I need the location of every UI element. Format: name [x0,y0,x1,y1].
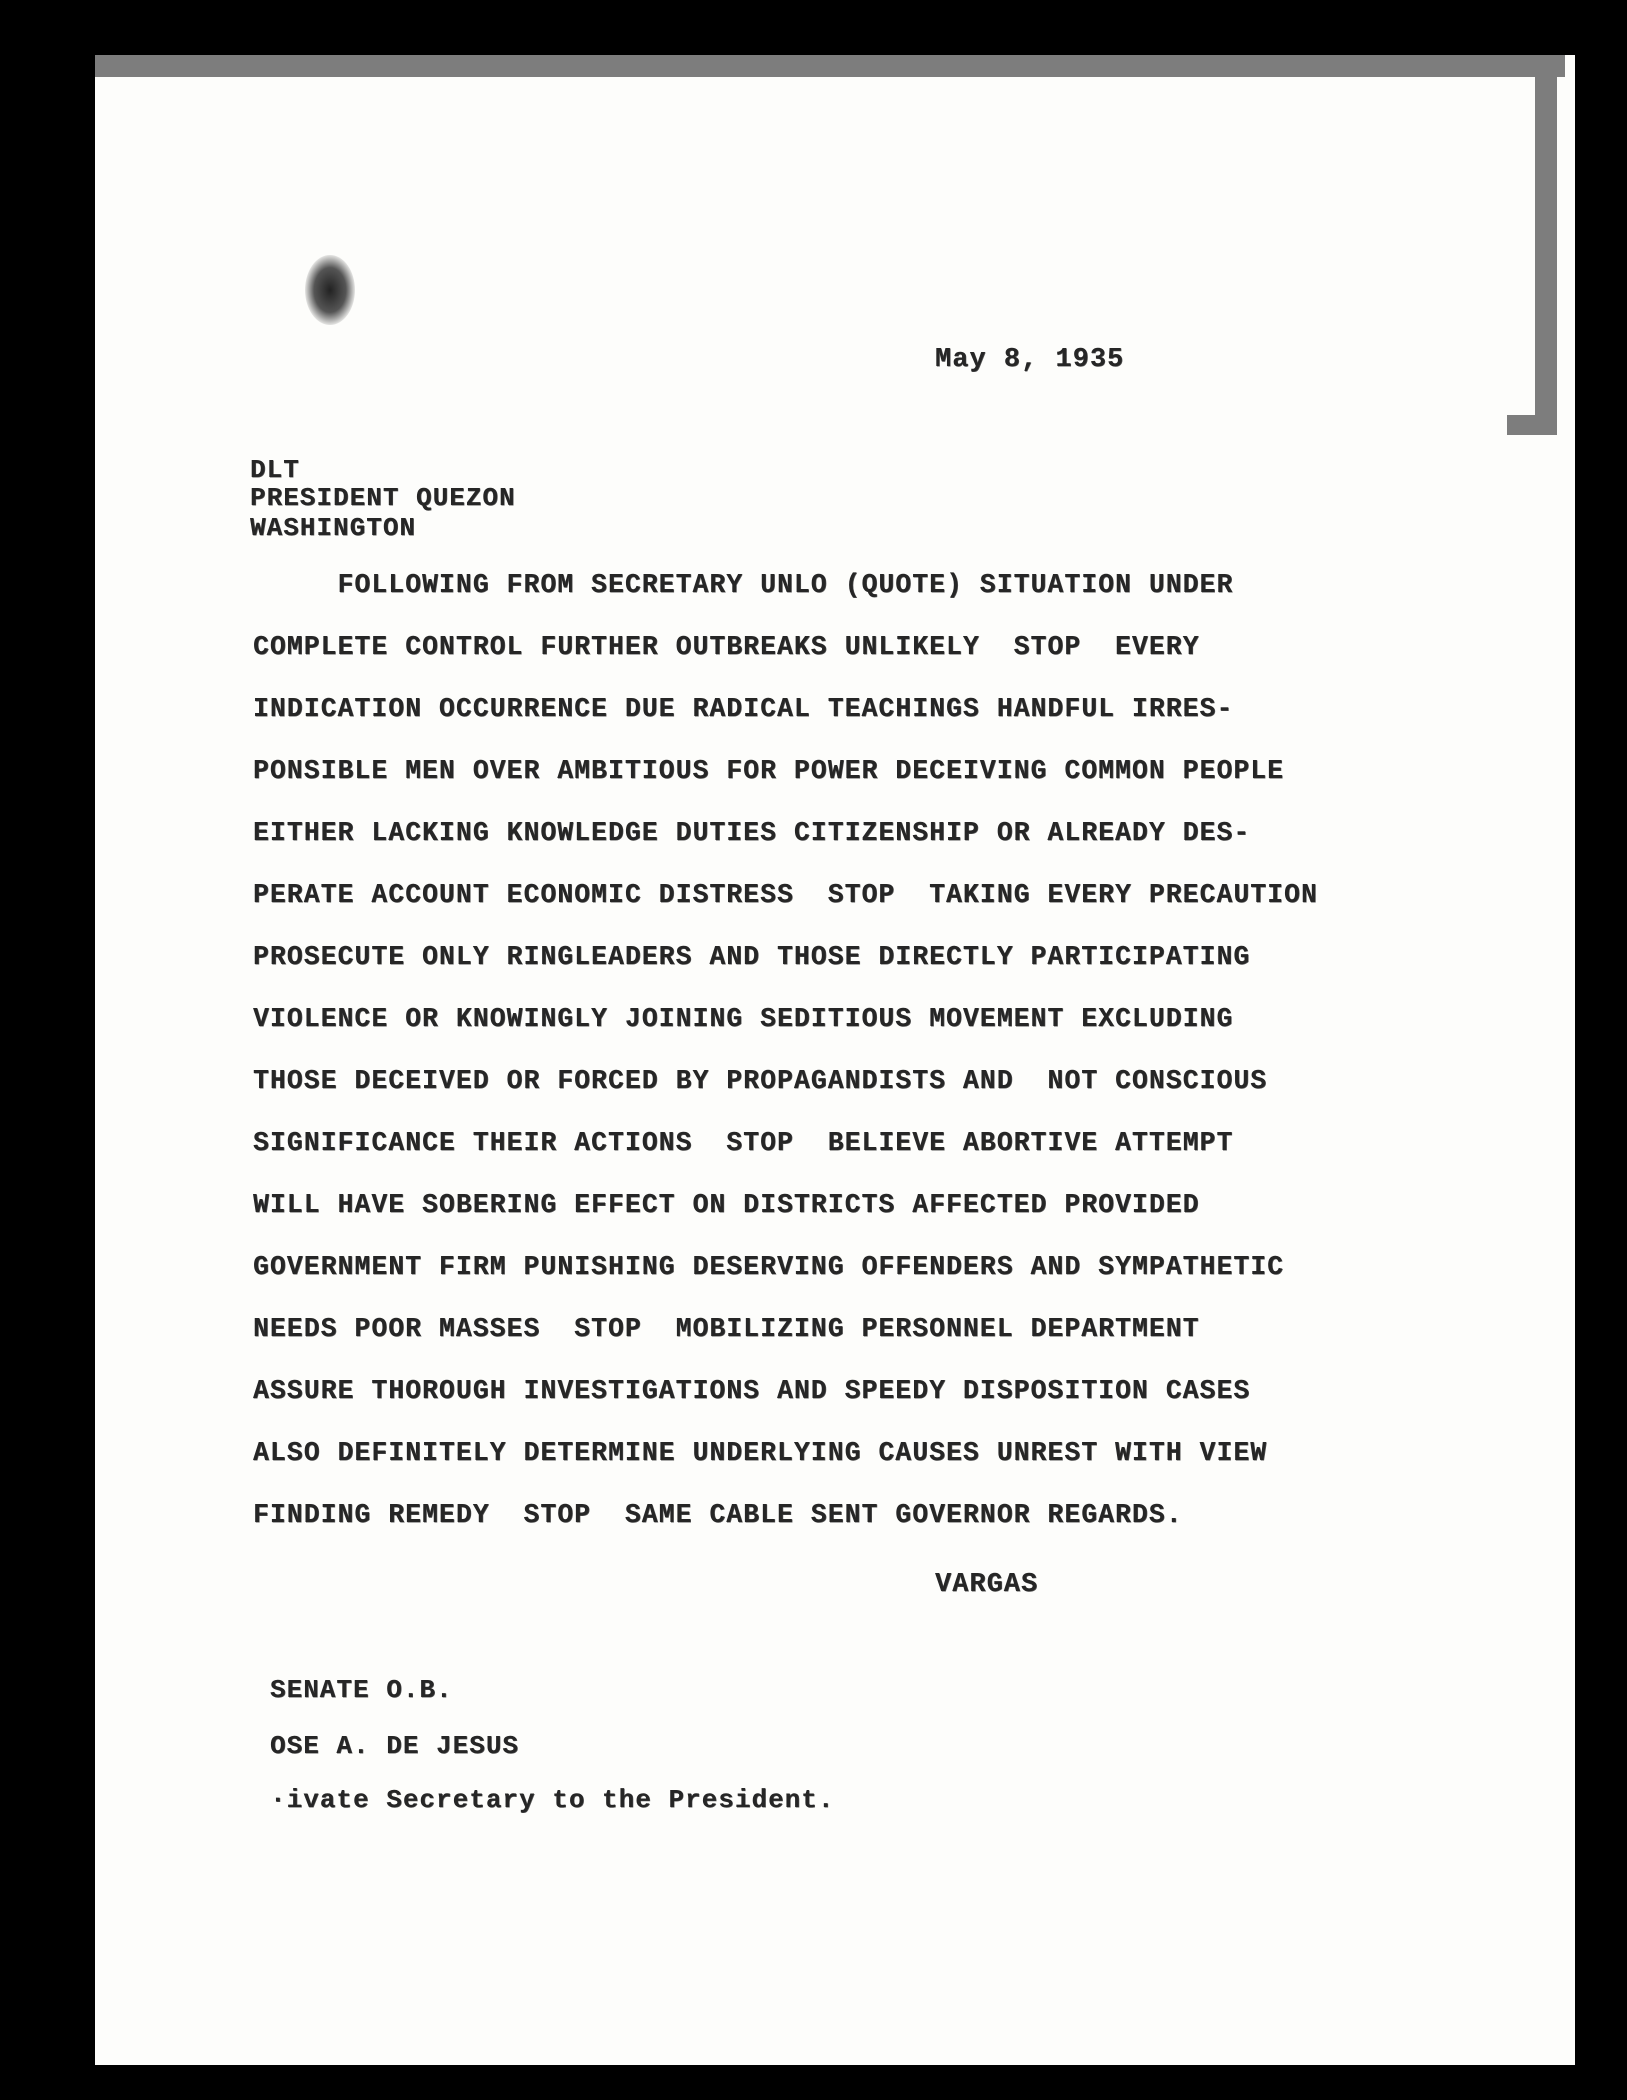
body-line: NEEDS POOR MASSES STOP MOBILIZING PERSONNEL DEPARTMENT [253,1314,1200,1344]
body-line: THOSE DECEIVED OR FORCED BY PROPAGANDISTS AND NOT CONSCIOUS [253,1066,1268,1096]
body-line: COMPLETE CONTROL FURTHER OUTBREAKS UNLIKELY STOP EVERY [253,632,1200,662]
address-line: DLT [250,455,300,485]
body-line: SIGNIFICANCE THEIR ACTIONS STOP BELIEVE ABORTIVE ATTEMPT [253,1128,1234,1158]
cc-line: ·ivate Secretary to the President. [270,1785,835,1815]
body-line: FINDING REMEDY STOP SAME CABLE SENT GOVERNOR REGARDS. [253,1500,1183,1530]
body-line: PROSECUTE ONLY RINGLEADERS AND THOSE DIRECTLY PARTICIPATING [253,942,1251,972]
ink-smudge [305,255,355,325]
address-line: WASHINGTON [250,513,417,543]
cc-line: SENATE O.B. [270,1675,453,1705]
signature-name: VARGAS [935,1570,1039,1600]
body-line: PERATE ACCOUNT ECONOMIC DISTRESS STOP TAKING EVERY PRECAUTION [253,880,1318,910]
body-line: INDICATION OCCURRENCE DUE RADICAL TEACHINGS HANDFUL IRRES- [253,694,1234,724]
page-border-corner [1507,415,1557,435]
body-line: FOLLOWING FROM SECRETARY UNLO (QUOTE) SITUATION UNDER [253,570,1234,600]
body-line: VIOLENCE OR KNOWINGLY JOINING SEDITIOUS MOVEMENT EXCLUDING [253,1004,1234,1034]
address-line: PRESIDENT QUEZON [250,483,516,513]
body-line: ALSO DEFINITELY DETERMINE UNDERLYING CAUSES UNREST WITH VIEW [253,1438,1268,1468]
body-line: PONSIBLE MEN OVER AMBITIOUS FOR POWER DECEIVING COMMON PEOPLE [253,756,1285,786]
document-page [95,55,1575,2065]
body-line: WILL HAVE SOBERING EFFECT ON DISTRICTS AFFECTED PROVIDED [253,1190,1200,1220]
body-line: GOVERNMENT FIRM PUNISHING DESERVING OFFENDERS AND SYMPATHETIC [253,1252,1285,1282]
body-line: EITHER LACKING KNOWLEDGE DUTIES CITIZENSHIP OR ALREADY DES- [253,818,1251,848]
cc-line: OSE A. DE JESUS [270,1731,520,1761]
letter-date: May 8, 1935 [935,345,1125,375]
body-line: ASSURE THOROUGH INVESTIGATIONS AND SPEEDY DISPOSITION CASES [253,1376,1251,1406]
page-border-right [1535,55,1557,435]
page-border-top [95,55,1565,77]
